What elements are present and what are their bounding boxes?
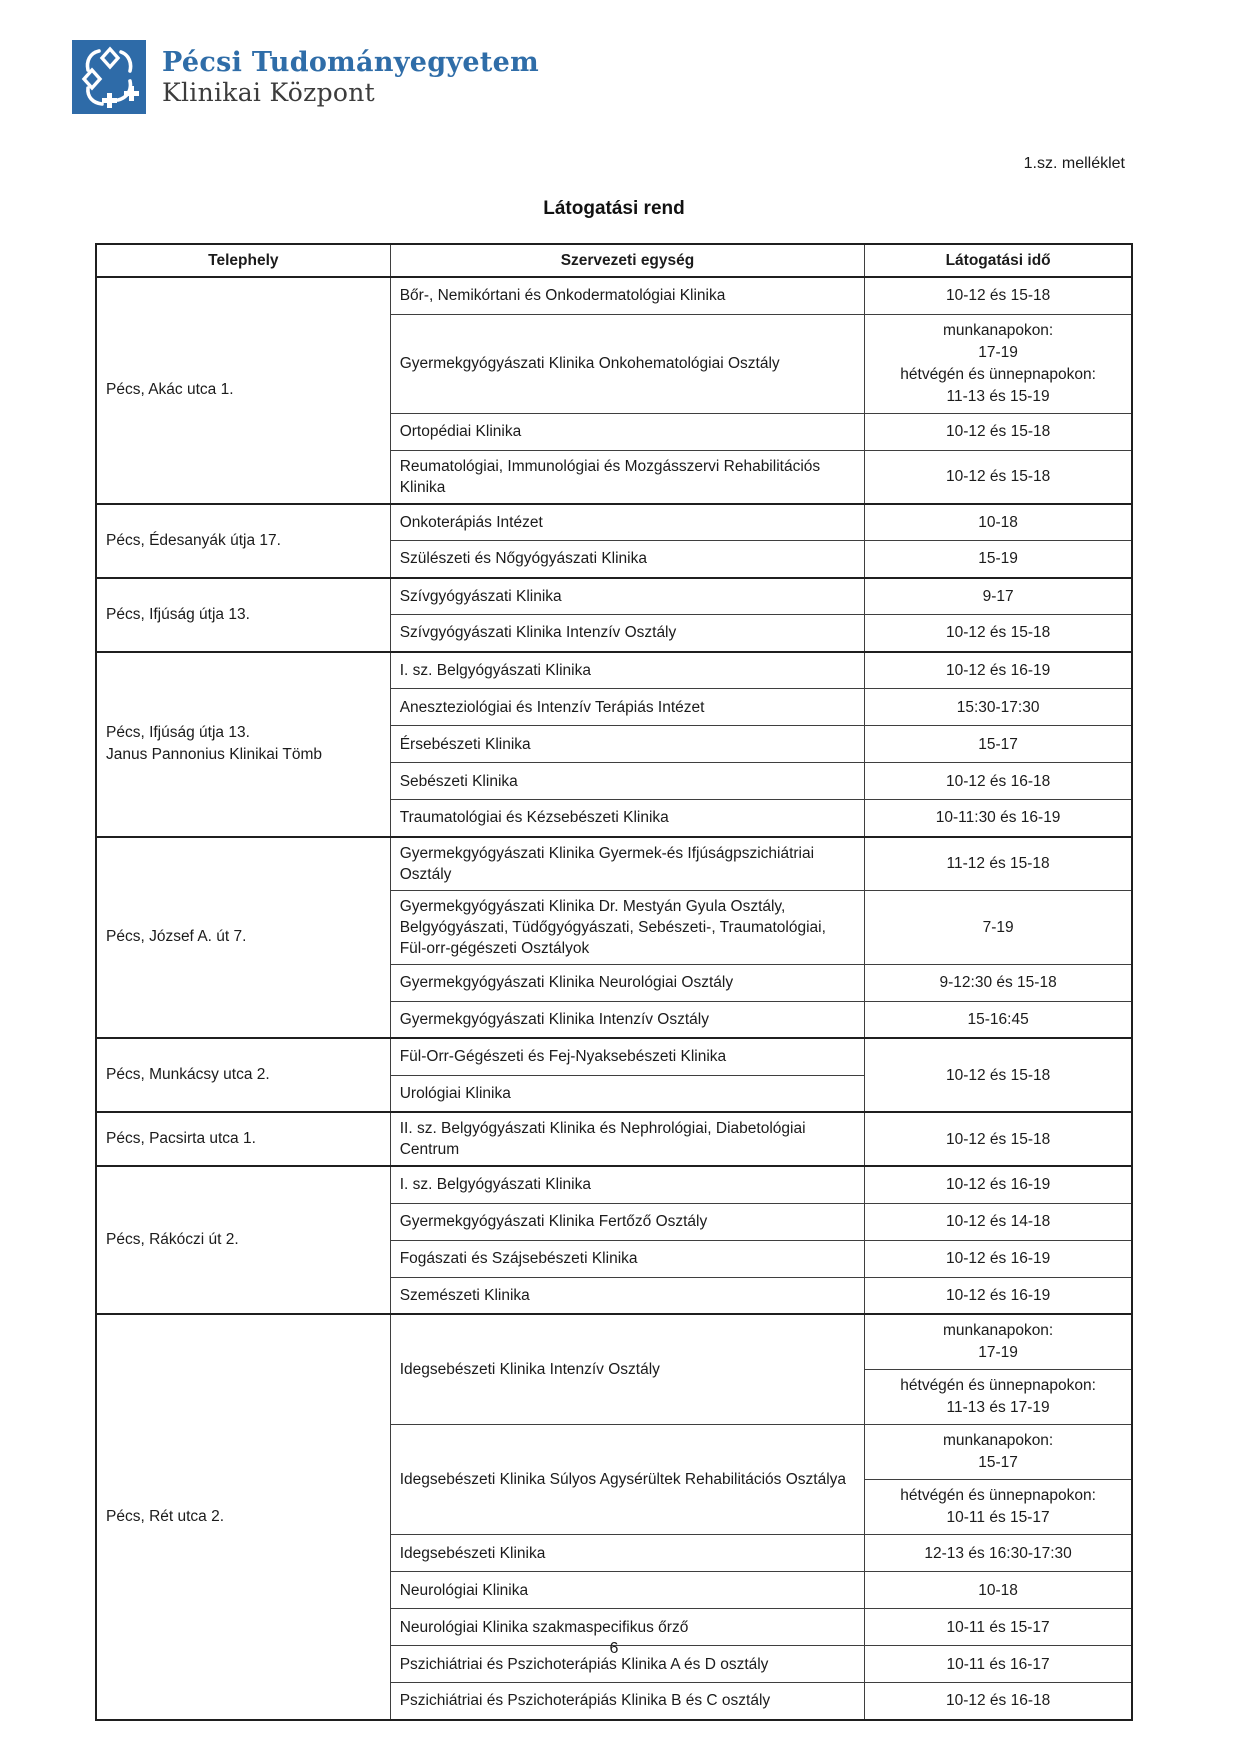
table-row bbox=[96, 1112, 1132, 1166]
unit-cell: Traumatológiai és Kézsebészeti Klinika bbox=[390, 800, 864, 837]
time-cell: 10-12 és 14-18 bbox=[865, 1203, 1132, 1240]
unit-cell: II. sz. Belgyógyászati Klinika és Nephrológiai, Diabetológiai Centrum bbox=[390, 1112, 864, 1166]
visiting-hours-table bbox=[95, 243, 1133, 1721]
logo-text bbox=[162, 48, 539, 107]
time-cell: 10-12 és 16-18 bbox=[865, 1683, 1132, 1720]
location-cell: Pécs, Rét utca 2. bbox=[96, 1314, 390, 1720]
table-row bbox=[96, 504, 1132, 541]
unit-cell: Onkoterápiás Intézet bbox=[390, 504, 864, 541]
annex-label: 1.sz. melléklet bbox=[1023, 155, 1125, 172]
time-cell: munkanapokon: 15-17 bbox=[865, 1425, 1132, 1480]
unit-cell: Gyermekgyógyászati Klinika Intenzív Osztály bbox=[390, 1001, 864, 1038]
unit-cell: Szívgyógyászati Klinika bbox=[390, 578, 864, 615]
column-header-latogatasi-ido: Látogatási idő bbox=[865, 244, 1132, 277]
table-row bbox=[96, 1314, 1132, 1370]
time-cell: 10-12 és 15-18 bbox=[865, 615, 1132, 652]
unit-cell: Gyermekgyógyászati Klinika Fertőző Osztály bbox=[390, 1203, 864, 1240]
location-cell: Pécs, Édesanyák útja 17. bbox=[96, 504, 390, 578]
time-cell: 7-19 bbox=[865, 890, 1132, 964]
unit-cell: Gyermekgyógyászati Klinika Onkohematológiai Osztály bbox=[390, 314, 864, 413]
time-cell: 10-11 és 15-17 bbox=[865, 1609, 1132, 1646]
unit-cell: Gyermekgyógyászati Klinika Dr. Mestyán Gyula Osztály, Belgyógyászati, Tüdőgyógyászati, Sebészeti-, Traumatológiai, Fül-orr-gégészeti Osztályok bbox=[390, 890, 864, 964]
time-cell: 10-18 bbox=[865, 504, 1132, 541]
unit-cell: Neurológiai Klinika szakmaspecifikus őrző bbox=[390, 1609, 864, 1646]
time-cell: hétvégén és ünnepnapokon: 10-11 és 15-17 bbox=[865, 1480, 1132, 1535]
unit-cell: Neurológiai Klinika bbox=[390, 1572, 864, 1609]
unit-cell: Fogászati és Szájsebészeti Klinika bbox=[390, 1240, 864, 1277]
table-row bbox=[96, 837, 1132, 891]
location-cell: Pécs, Munkácsy utca 2. bbox=[96, 1038, 390, 1112]
location-cell: Pécs, Ifjúság útja 13. bbox=[96, 578, 390, 652]
page-title: Látogatási rend bbox=[543, 198, 685, 219]
unit-cell: Idegsebészeti Klinika Intenzív Osztály bbox=[390, 1314, 864, 1425]
time-cell: 10-11:30 és 16-19 bbox=[865, 800, 1132, 837]
time-cell: 10-12 és 16-19 bbox=[865, 1166, 1132, 1203]
column-header-szervezeti-egyseg: Szervezeti egység bbox=[390, 244, 864, 277]
time-cell: 9-12:30 és 15-18 bbox=[865, 964, 1132, 1001]
time-cell: 10-12 és 16-19 bbox=[865, 1240, 1132, 1277]
time-cell: 10-12 és 16-19 bbox=[865, 652, 1132, 689]
time-cell: 15-16:45 bbox=[865, 1001, 1132, 1038]
unit-cell: Reumatológiai, Immunológiai és Mozgásszervi Rehabilitációs Klinika bbox=[390, 450, 864, 504]
header-row bbox=[96, 244, 1132, 277]
logo-org-name: Pécsi Tudományegyetem bbox=[162, 46, 540, 78]
table-row bbox=[96, 277, 1132, 314]
time-cell: 10-12 és 15-18 bbox=[865, 277, 1132, 314]
logo-org-unit: Klinikai Központ bbox=[162, 77, 375, 107]
page-number: 6 bbox=[609, 1640, 619, 1657]
time-cell: 10-12 és 16-19 bbox=[865, 1277, 1132, 1314]
table-row bbox=[96, 652, 1132, 689]
time-cell: munkanapokon: 17-19 bbox=[865, 1314, 1132, 1370]
unit-cell: Bőr-, Nemikórtani és Onkodermatológiai Klinika bbox=[390, 277, 864, 314]
location-cell: Pécs, Ifjúság útja 13. Janus Pannonius Klinikai Tömb bbox=[96, 652, 390, 837]
time-cell: 11-12 és 15-18 bbox=[865, 837, 1132, 891]
unit-cell: Fül-Orr-Gégészeti és Fej-Nyaksebészeti Klinika bbox=[390, 1038, 864, 1075]
unit-cell: Idegsebészeti Klinika bbox=[390, 1535, 864, 1572]
time-cell: 10-12 és 15-18 bbox=[865, 1112, 1132, 1166]
unit-cell: Szemészeti Klinika bbox=[390, 1277, 864, 1314]
time-cell: 15-19 bbox=[865, 541, 1132, 578]
pte-flower-logo-icon bbox=[72, 40, 146, 114]
location-cell: Pécs, Pacsirta utca 1. bbox=[96, 1112, 390, 1166]
time-cell: 10-11 és 16-17 bbox=[865, 1646, 1132, 1683]
unit-cell: Urológiai Klinika bbox=[390, 1075, 864, 1112]
unit-cell: Pszichiátriai és Pszichoterápiás Klinika A és D osztály bbox=[390, 1646, 864, 1683]
time-cell: munkanapokon: 17-19 hétvégén és ünnepnapokon: 11-13 és 15-19 bbox=[865, 314, 1132, 413]
unit-cell: I. sz. Belgyógyászati Klinika bbox=[390, 1166, 864, 1203]
unit-cell: Pszichiátriai és Pszichoterápiás Klinika B és C osztály bbox=[390, 1683, 864, 1720]
unit-cell: Idegsebészeti Klinika Súlyos Agysérültek Rehabilitációs Osztálya bbox=[390, 1425, 864, 1535]
location-cell: Pécs, Akác utca 1. bbox=[96, 277, 390, 504]
time-cell: 9-17 bbox=[865, 578, 1132, 615]
table-row bbox=[96, 1038, 1132, 1075]
time-cell: 15-17 bbox=[865, 726, 1132, 763]
unit-cell: Ortopédiai Klinika bbox=[390, 413, 864, 450]
time-cell: 10-12 és 15-18 bbox=[865, 450, 1132, 504]
location-cell: Pécs, Rákóczi út 2. bbox=[96, 1166, 390, 1314]
time-cell: hétvégén és ünnepnapokon: 11-13 és 17-19 bbox=[865, 1370, 1132, 1425]
time-cell: 15:30-17:30 bbox=[865, 689, 1132, 726]
unit-cell: Gyermekgyógyászati Klinika Gyermek-és Ifjúságpszichiátriai Osztály bbox=[390, 837, 864, 891]
time-cell: 10-18 bbox=[865, 1572, 1132, 1609]
unit-cell: Aneszteziológiai és Intenzív Terápiás Intézet bbox=[390, 689, 864, 726]
time-cell: 10-12 és 15-18 bbox=[865, 1038, 1132, 1112]
table-row bbox=[96, 578, 1132, 615]
unit-cell: Szülészeti és Nőgyógyászati Klinika bbox=[390, 541, 864, 578]
time-cell: 12-13 és 16:30-17:30 bbox=[865, 1535, 1132, 1572]
unit-cell: Gyermekgyógyászati Klinika Neurológiai Osztály bbox=[390, 964, 864, 1001]
column-header-telephely: Telephely bbox=[96, 244, 390, 277]
time-cell: 10-12 és 16-18 bbox=[865, 763, 1132, 800]
visiting-table-body bbox=[96, 277, 1132, 1720]
location-cell: Pécs, József A. út 7. bbox=[96, 837, 390, 1039]
unit-cell: Érsebészeti Klinika bbox=[390, 726, 864, 763]
unit-cell: Szívgyógyászati Klinika Intenzív Osztály bbox=[390, 615, 864, 652]
time-cell: 10-12 és 15-18 bbox=[865, 413, 1132, 450]
table-row bbox=[96, 1166, 1132, 1203]
table-container bbox=[95, 243, 1133, 1721]
logo bbox=[72, 40, 539, 114]
unit-cell: Sebészeti Klinika bbox=[390, 763, 864, 800]
unit-cell: I. sz. Belgyógyászati Klinika bbox=[390, 652, 864, 689]
